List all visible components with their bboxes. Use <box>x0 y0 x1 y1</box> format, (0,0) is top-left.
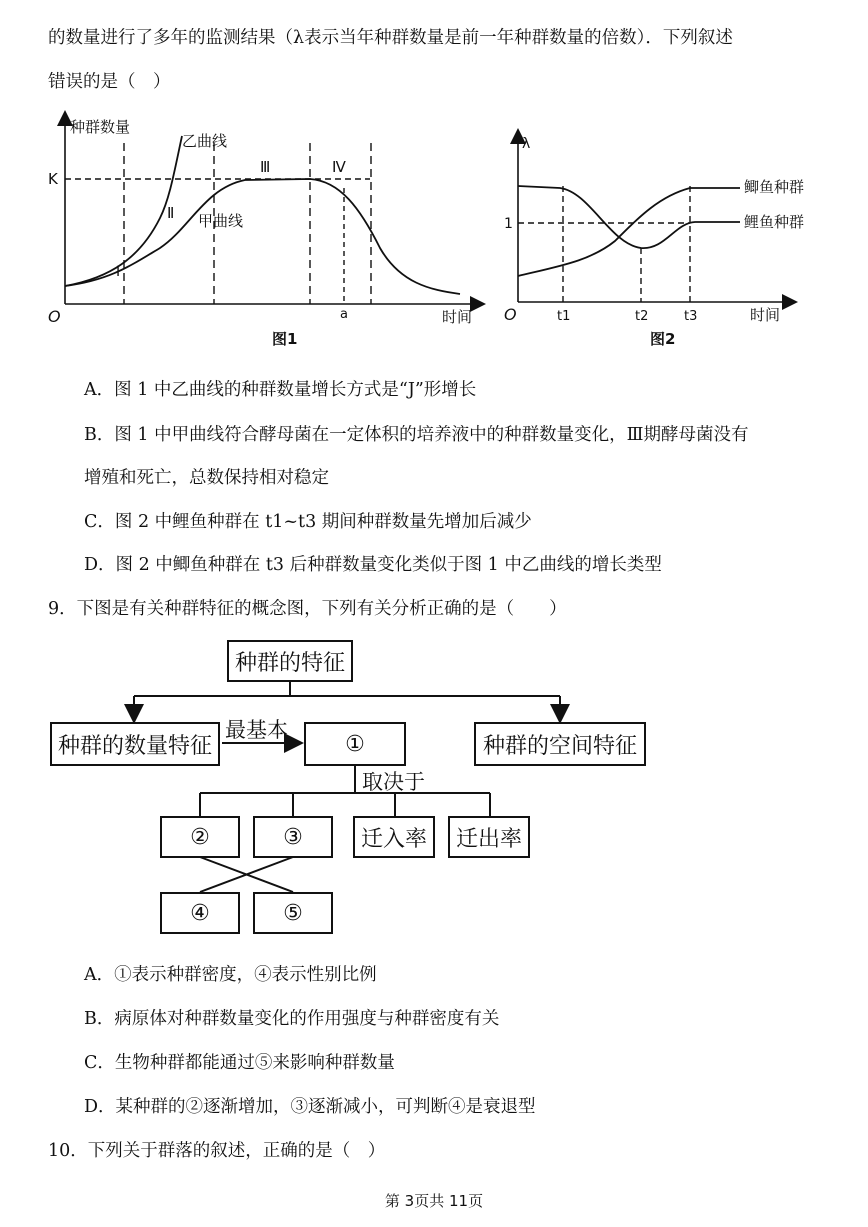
q8-option-b-line2: 增殖和死亡，总数保持相对稳定 <box>84 468 329 488</box>
q8-option-d: D．图 2 中鲫鱼种群在 t3 后种群数量变化类似于图 1 中乙曲线的增长类型 <box>84 555 662 575</box>
concept-immigration-box: 迁入率 <box>353 816 435 858</box>
q8-option-a: A．图 1 中乙曲线的种群数量增长方式是“J”形增长 <box>84 380 477 400</box>
fig2-caption: 图2 <box>650 330 676 348</box>
question-intro-line1: 的数量进行了多年的监测结果（λ表示当年种群数量是前一年种群数量的倍数）．下列叙述 <box>48 28 733 48</box>
q9-option-d: D．某种群的②逐渐增加，③逐渐减小，可判断④是衰退型 <box>84 1097 536 1117</box>
q9-stem: 9．下图是有关种群特征的概念图，下列有关分析正确的是（ ） <box>48 599 567 619</box>
concept-node-3: ③ <box>253 816 333 858</box>
concept-quantity-box: 种群的数量特征 <box>50 722 220 766</box>
fig1-x-label: 时间 <box>442 308 473 326</box>
q10-stem: 10．下列关于群落的叙述，正确的是（ ） <box>48 1141 386 1161</box>
fig2-curve-ji <box>518 188 740 276</box>
fig2-curve-li <box>518 186 740 248</box>
fig1-phase-4: Ⅳ <box>332 158 346 176</box>
page-footer: 第 3页共 11页 <box>384 1192 484 1210</box>
fig2-series-li-label: 鲤鱼种群 <box>744 213 805 231</box>
concept-node-5: ⑤ <box>253 892 333 934</box>
figure-2-graph <box>500 126 830 354</box>
concept-spatial-box: 种群的空间特征 <box>474 722 646 766</box>
question-intro-line2: 错误的是（ ） <box>48 72 171 92</box>
fig2-t2-label: t2 <box>635 309 649 324</box>
q8-option-b-line1: B．图 1 中甲曲线符合酵母菌在一定体积的培养液中的种群数量变化，Ⅲ期酵母菌没有 <box>84 425 749 445</box>
fig2-y-label: λ <box>522 136 531 152</box>
figure-1-graph <box>40 108 490 354</box>
fig1-caption: 图1 <box>272 330 298 348</box>
concept-node-1: ① <box>304 722 406 766</box>
fig1-phase-3: Ⅲ <box>260 158 271 176</box>
fig1-origin: O <box>48 307 61 326</box>
fig2-t3-label: t3 <box>684 309 698 324</box>
fig1-a-label: a <box>340 307 348 322</box>
fig2-x-label: 时间 <box>750 306 781 324</box>
q9-option-c: C．生物种群都能通过⑤来影响种群数量 <box>84 1053 395 1073</box>
concept-arrow-label: 最基本 <box>225 718 288 742</box>
q8-option-c: C．图 2 中鲤鱼种群在 t1~t3 期间种群数量先增加后减少 <box>84 512 532 532</box>
concept-root-box: 种群的特征 <box>227 640 353 682</box>
q9-option-a: A．①表示种群密度，④表示性别比例 <box>84 965 377 985</box>
fig2-series-ji-label: 鲫鱼种群 <box>744 178 805 196</box>
concept-node-4: ④ <box>160 892 240 934</box>
fig1-phase-2: Ⅱ <box>167 204 175 222</box>
fig1-curve-yi-label: 乙曲线 <box>182 132 228 150</box>
q9-option-b: B．病原体对种群数量变化的作用强度与种群密度有关 <box>84 1009 500 1029</box>
fig2-one-label: 1 <box>504 216 513 232</box>
fig1-y-label: 种群数量 <box>70 118 131 136</box>
fig1-k-label: K <box>48 170 58 188</box>
fig2-origin: O <box>504 305 517 324</box>
concept-node-2: ② <box>160 816 240 858</box>
concept-emigration-box: 迁出率 <box>448 816 530 858</box>
fig1-phase-1: Ⅰ <box>116 264 121 280</box>
concept-depends-label: 取决于 <box>362 770 425 794</box>
fig1-curve-jia-label: 甲曲线 <box>198 212 244 230</box>
fig2-t1-label: t1 <box>557 309 571 324</box>
